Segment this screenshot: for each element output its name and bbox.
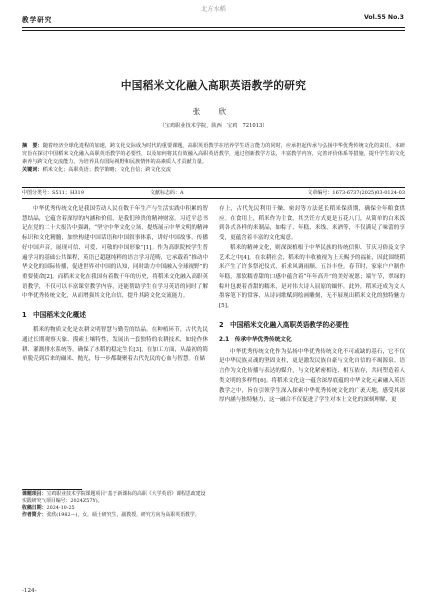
document-code: 文献标志码：A xyxy=(150,190,184,196)
left-column xyxy=(22,205,208,365)
header-rule xyxy=(22,27,405,28)
section-1-heading: 1 中国稻米文化概述 xyxy=(22,311,86,320)
abstract-text: 随着经济全球化进程的加速，跨文化交际成为时代的重要课题。高职英语教学在培养学生语言能力的同时，应承担起传承与弘扬中华优秀传统文化的责任。本研究旨在探讨中国稻米文化融入高职英语教学的必要性，以及如何将其有效融入高职英语教学，通过创新教学方法，丰富教学内容，完善评价体系等措施，提升学生的文化素养与跨文化交流能力，为培养具有国际视野和民族情怀的高素质人才贡献力量。 xyxy=(22,143,406,165)
classification-rule-top xyxy=(22,187,405,188)
fund-text: 宝鸡职业技术学院课题项目“基于新课标的高职《大学英语》课程思政建设实践研究”(项目编号：2024Z57Y)。 xyxy=(22,491,206,505)
keywords xyxy=(22,166,405,174)
spiritual-culture-paragraph: 稻米的精神文化，则深深植根于中华民族的传统信仰、节庆习俗及文学艺术之中[4]。在农耕社会，稻米的丰收被视为上天赐予的福祉，因此围绕稻米产生了许多祭祀仪式，祈求风调雨顺、五谷丰登。春节时，家家户户制作年糕，那软糯香甜的口感中蕴含着“年年高升”的美好祝愿；端午节，翠绿的粽叶包裹着香甜的糯米，是对伟大诗人屈原的缅怀。此外，稻米还成为文人墨客笔下的常客，从诗词歌赋到绘画雕刻，无不展现出稻米文化的独特魅力[5]。 xyxy=(219,244,405,310)
page-number: -124- xyxy=(22,588,37,594)
subsection-2-1-heading: 2.1 传承中华优秀传统文化 xyxy=(219,336,292,343)
author-bio-text: 张欣(1982—)，女，硕士研究生，副教授，研究方向为高职英语教学。 xyxy=(46,512,200,519)
abstract-label: 摘 要： xyxy=(22,143,43,149)
subsection-2-1-paragraph: 中华优秀传统文化作为弘扬中华优秀传统文化不可或缺的基石，它不仅是中华民族灵魂的坚固支柱，更是激发民族自豪与文化自信的不竭源泉。语言作为文化传播与表达的媒介，与文化紧密相连、相互依存，共同塑造着人类文明的多样性[6]。将稻米文化这一蕴含深厚底蕴的中华文化元素融入英语教学之中，旨在引领学生深入探索中华优秀传统文化的广袤天地，感受其深厚内涵与独特魅力，这一融合不仅促进了学生对本土文化的深刻理解，更 xyxy=(219,348,405,404)
continued-paragraph: 存上，古代先民利用干燥、密封等方法延长稻米保质期，确保全年粮食供应。在食用上，稻米作为主食，其烹饪方式更是五花八门，从简单的白米饭到各式各样的米制品，如粽子、年糕、米线、米酒等，不仅满足了味蕾的享受，更蕴含着丰富的文化寓意。 xyxy=(219,206,405,242)
author-bio xyxy=(22,512,208,519)
keywords-label: 关键词： xyxy=(22,167,43,173)
classification-rule-bottom xyxy=(22,198,405,199)
received-label: 收稿日期： xyxy=(22,505,47,512)
fund-label: 课题项目： xyxy=(22,491,47,497)
author-name: 张 欣 xyxy=(192,107,235,116)
section-1-paragraph: 稻米的物质文化是农耕文明智慧与勤劳的结晶。在种植环节，古代先民通过长期观察天象、摸索土壤特性，发展出一套独特的农耕技术，如轮作休耕、灌溉排水系统等，确保了水稻的稳定生长[3]。在加工方面，从最初的简单脱壳到后来的碾米、抛光，每一步都凝聚着古代先民的心血与智慧。在储 xyxy=(22,327,208,363)
clc-number: 中图分类号：S511；H319 xyxy=(22,190,84,196)
volume-issue: Vol.55 No.3 xyxy=(363,14,404,21)
right-column xyxy=(219,205,405,406)
received-text: 2024-10-25 xyxy=(46,505,75,512)
fund-note xyxy=(22,491,208,505)
paper-title: 中国稻米文化融入高职英语教学的研究 xyxy=(120,80,307,92)
journal-name: 北方水稻 xyxy=(201,6,226,13)
intro-paragraph: 中华优秀传统文化是我国劳动人民在数千年生产与生活实践中积累的智慧结晶，它蕴含着深厚的内涵和价值，是我们珍贵的精神财富。习近平总书记在党的二十大报告中强调，“坚守中华文化立场，提炼展示中华文明的精神标识和文化精髓，加快构建中国话语和中国叙事体系，讲好中国故事、传播好中国声音，展现可信、可爱、可敬的中国形象”[1]。作为高职院校学生普遍学习的基础公共课程，英语已超越纯粹的语言学习范畴，它承载着“推动中华文化的国际传播，促进世界对中国的认知，同时助力中国融入全球视野”的重要使命[2]。而稻米文化在我国有着数千年的历史，将稻米文化融入高职英语教学，不仅可以丰富课堂教学内容，还能帮助学生在学习英语的同时了解中华优秀传统文化，从而增强其文化自信，提升其跨文化交流能力。 xyxy=(22,206,208,300)
abstract xyxy=(22,142,405,166)
author-bio-label: 作者简介： xyxy=(22,512,47,519)
article-number: 文章编号：1673-6737(2025)03-0124-03 xyxy=(307,190,405,196)
section-2-heading: 2 中国稻米文化融入高职英语教学的必要性 xyxy=(219,320,349,329)
journal-section-label: 教学研究 xyxy=(22,16,53,24)
author-affiliation: （宝鸡职业技术学院，陕西 宝鸡 721013） xyxy=(159,123,268,129)
abstract-block xyxy=(22,142,405,174)
classification-row xyxy=(22,189,405,197)
header-rule-thin xyxy=(22,30,405,31)
footnote-rule xyxy=(22,489,82,490)
keywords-text: 稻米文化；高职英语；教学策略；文化自信；跨文化交流 xyxy=(42,167,172,173)
footnotes xyxy=(22,491,208,519)
